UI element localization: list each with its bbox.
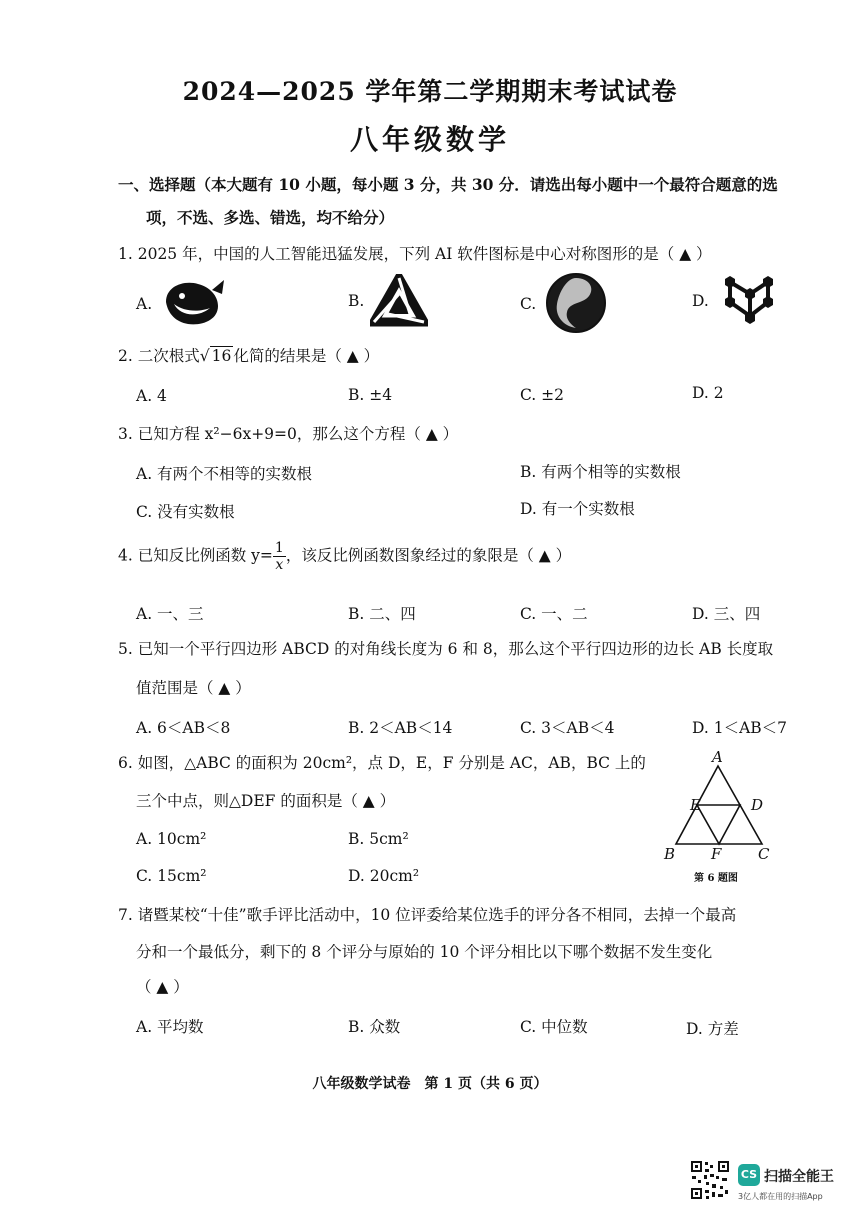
label-e: E <box>690 796 701 814</box>
q7-option-d: D. 方差 <box>686 1020 739 1038</box>
subject-title: 八年级数学 <box>349 123 510 156</box>
section-heading-line1: 一、选择题（本大题有 10 小题，每小题 3 分，共 30 分．请选出每小题中一个最符合题意的选 <box>118 175 778 194</box>
camscanner-name: 扫描全能王 <box>764 1169 834 1185</box>
q5-option-c: C. 3＜AB＜4 <box>520 719 615 737</box>
camscanner-tagline: 3亿人都在用的扫描App <box>738 1192 823 1201</box>
q6-option-b: B. 5cm² <box>348 830 409 848</box>
q4-option-a: A. 一、三 <box>136 605 204 623</box>
exam-title: 2024—2025 学年第二学期期末考试试卷 <box>182 77 678 106</box>
label-c: C <box>758 845 770 863</box>
q5-line1: 5. 已知一个平行四边形 ABCD 的对角线长度为 6 和 8，那么这个平行四边形的边长 AB 长度取 <box>118 640 774 658</box>
q1-stem: 1. 2025 年，中国的人工智能迅猛发展，下列 AI 软件图标是中心对称图形的是（ ▲ ） <box>118 245 712 263</box>
q6-option-a: A. 10cm² <box>136 830 207 848</box>
q5-line2: 值范围是（ ▲ ） <box>136 679 251 697</box>
q4-option-c: C. 一、二 <box>520 605 588 623</box>
qr-code-icon <box>690 1160 730 1204</box>
q4-stem-pre: 4. 已知反比例函数 y= <box>118 546 273 565</box>
q2-stem-post: 化简的结果是（ ▲ ） <box>233 347 380 365</box>
q5-option-d: D. 1＜AB＜7 <box>692 719 788 737</box>
sqrt-symbol: √ <box>199 347 210 365</box>
q6-figure <box>656 746 786 870</box>
q2-option-d: D. 2 <box>692 384 724 402</box>
q2-option-c: C. ±2 <box>520 386 565 404</box>
q4-denominator: x <box>275 557 284 573</box>
q6-option-c: C. 15cm² <box>136 867 207 885</box>
yin-yang-logo-icon <box>545 272 607 338</box>
q3-option-d: D. 有一个实数根 <box>520 500 635 518</box>
q7-line2: 分和一个最低分，剩下的 8 个评分与原始的 10 个评分相比以下哪个数据不发生变化 <box>136 943 713 961</box>
q2-option-a: A. 4 <box>136 387 167 405</box>
q3-stem: 3. 已知方程 x²−6x+9=0，那么这个方程（ ▲ ） <box>118 425 459 443</box>
page-footer: 八年级数学试卷 第 1 页（共 6 页） <box>312 1076 548 1092</box>
q3-option-b: B. 有两个相等的实数根 <box>520 463 681 481</box>
label-f: F <box>711 845 722 863</box>
camscanner-logo-icon: CS <box>738 1164 760 1186</box>
q5-option-a: A. 6＜AB＜8 <box>136 719 231 737</box>
q2-stem-pre: 2. 二次根式 <box>118 347 200 365</box>
q7-line3: （ ▲ ） <box>136 978 189 996</box>
q4-stem <box>118 540 571 573</box>
q7-option-b: B. 众数 <box>348 1018 401 1036</box>
q4-fraction <box>273 540 286 573</box>
q2-option-b: B. ±4 <box>348 386 393 404</box>
q2-stem <box>118 345 379 367</box>
q6-figure-caption: 第 6 题图 <box>694 873 738 884</box>
q1-option-a: A. <box>136 295 153 313</box>
q6-option-d: D. 20cm² <box>348 867 420 885</box>
triangle-def <box>697 805 740 844</box>
q7-option-c: C. 中位数 <box>520 1018 588 1036</box>
q4-numerator: 1 <box>274 540 284 556</box>
section-heading-line2: 项，不选、多选、错选，均不给分） <box>146 208 395 227</box>
q4-option-d: D. 三、四 <box>692 605 761 623</box>
label-a: A <box>712 748 723 766</box>
label-b: B <box>664 845 676 863</box>
triangle-knot-logo-icon <box>370 274 428 334</box>
label-d: D <box>751 796 764 814</box>
q6-line2: 三个中点，则△DEF 的面积是（ ▲ ） <box>136 792 396 810</box>
q1-option-b: B. <box>348 292 365 310</box>
q4-stem-post: ，该反比例函数图象经过的象限是（ ▲ ） <box>285 546 572 565</box>
q3-option-a: A. 有两个不相等的实数根 <box>136 465 313 483</box>
q1-option-d: D. <box>692 292 709 310</box>
q7-line1: 7. 诸暨某校“十佳”歌手评比活动中，10 位评委给某位选手的评分各不相同，去掉一个最高 <box>118 906 737 924</box>
q2-radicand: 16 <box>211 347 232 365</box>
q7-option-a: A. 平均数 <box>136 1018 204 1036</box>
q1-option-c: C. <box>520 295 537 313</box>
whale-logo-icon <box>160 276 228 332</box>
q3-option-c: C. 没有实数根 <box>136 503 235 521</box>
triangle-abc <box>676 766 762 844</box>
q6-line1: 6. 如图，△ABC 的面积为 20cm²，点 D，E，F 分别是 AC，AB，BC 上的 <box>118 754 646 772</box>
q4-option-b: B. 二、四 <box>348 605 416 623</box>
q5-option-b: B. 2＜AB＜14 <box>348 719 453 737</box>
hexagon-network-logo-icon <box>718 272 780 332</box>
